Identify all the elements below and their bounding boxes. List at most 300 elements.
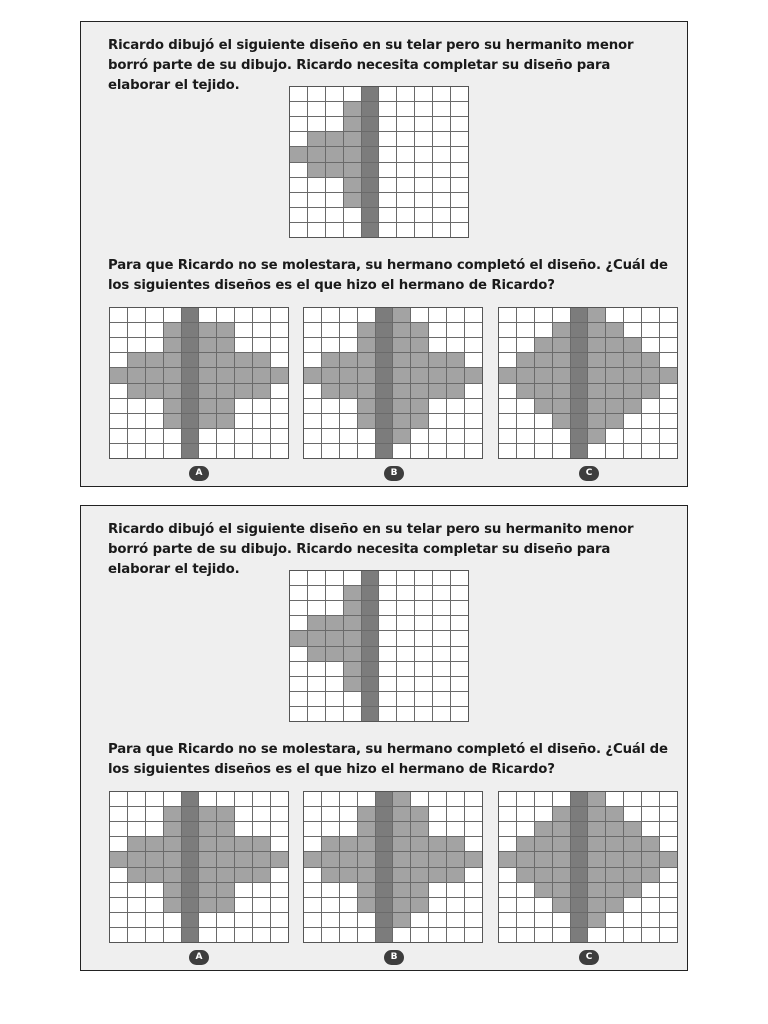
empty-cell <box>326 208 343 222</box>
empty-cell <box>379 586 396 600</box>
filled-cell <box>517 368 534 382</box>
empty-cell <box>253 399 270 413</box>
empty-cell <box>397 616 414 630</box>
empty-cell <box>182 928 199 942</box>
empty-cell <box>128 323 145 337</box>
empty-cell <box>326 571 343 585</box>
filled-cell <box>344 631 361 645</box>
empty-cell <box>535 807 552 821</box>
empty-cell <box>304 429 321 443</box>
empty-cell <box>429 444 446 458</box>
empty-cell <box>397 677 414 691</box>
empty-cell <box>642 913 659 927</box>
empty-cell <box>571 444 588 458</box>
empty-cell <box>110 898 127 912</box>
empty-cell <box>397 707 414 721</box>
empty-cell <box>451 662 468 676</box>
empty-cell <box>624 308 641 322</box>
filled-cell <box>253 837 270 851</box>
empty-cell <box>517 928 534 942</box>
filled-cell <box>322 837 339 851</box>
empty-cell <box>642 338 659 352</box>
option-a-grid[interactable] <box>109 307 289 459</box>
empty-cell <box>110 414 127 428</box>
filled-cell <box>340 852 357 866</box>
empty-cell <box>128 414 145 428</box>
empty-cell <box>199 444 216 458</box>
filled-cell <box>553 414 570 428</box>
empty-cell <box>499 353 516 367</box>
empty-cell <box>146 399 163 413</box>
filled-cell <box>393 338 410 352</box>
empty-cell <box>624 414 641 428</box>
empty-cell <box>517 414 534 428</box>
empty-cell <box>253 898 270 912</box>
filled-cell <box>362 208 379 222</box>
filled-cell <box>146 353 163 367</box>
empty-cell <box>379 616 396 630</box>
empty-cell <box>322 913 339 927</box>
filled-cell <box>393 323 410 337</box>
empty-cell <box>465 837 482 851</box>
empty-cell <box>447 399 464 413</box>
filled-cell <box>362 163 379 177</box>
empty-cell <box>465 822 482 836</box>
empty-cell <box>199 913 216 927</box>
empty-cell <box>326 586 343 600</box>
empty-cell <box>642 444 659 458</box>
filled-cell <box>376 368 393 382</box>
filled-cell <box>326 132 343 146</box>
filled-cell <box>217 868 234 882</box>
empty-cell <box>128 308 145 322</box>
filled-cell <box>358 384 375 398</box>
empty-cell <box>379 117 396 131</box>
empty-cell <box>499 444 516 458</box>
filled-cell <box>535 399 552 413</box>
empty-cell <box>128 399 145 413</box>
empty-cell <box>535 429 552 443</box>
empty-cell <box>447 338 464 352</box>
filled-cell <box>642 852 659 866</box>
filled-cell <box>642 353 659 367</box>
empty-cell <box>429 883 446 897</box>
empty-cell <box>553 444 570 458</box>
filled-cell <box>376 429 393 443</box>
empty-cell <box>304 883 321 897</box>
incomplete-design-grid <box>289 570 469 722</box>
filled-cell <box>571 323 588 337</box>
empty-cell <box>322 414 339 428</box>
filled-cell <box>164 807 181 821</box>
filled-cell <box>624 353 641 367</box>
empty-cell <box>642 399 659 413</box>
empty-cell <box>322 928 339 942</box>
empty-cell <box>397 117 414 131</box>
filled-cell <box>624 852 641 866</box>
empty-cell <box>340 323 357 337</box>
filled-cell <box>253 852 270 866</box>
empty-cell <box>146 323 163 337</box>
empty-cell <box>235 913 252 927</box>
empty-cell <box>553 928 570 942</box>
empty-cell <box>465 323 482 337</box>
empty-cell <box>290 178 307 192</box>
empty-cell <box>415 132 432 146</box>
option-b-badge[interactable]: B <box>384 950 404 965</box>
filled-cell <box>199 883 216 897</box>
empty-cell <box>451 102 468 116</box>
empty-cell <box>411 444 428 458</box>
filled-cell <box>322 868 339 882</box>
empty-cell <box>397 102 414 116</box>
empty-cell <box>433 87 450 101</box>
filled-cell <box>376 868 393 882</box>
empty-cell <box>110 822 127 836</box>
empty-cell <box>429 822 446 836</box>
empty-cell <box>415 147 432 161</box>
empty-cell <box>451 208 468 222</box>
empty-cell <box>447 308 464 322</box>
filled-cell <box>217 323 234 337</box>
option-b-grid[interactable] <box>303 791 483 943</box>
empty-cell <box>379 102 396 116</box>
filled-cell <box>128 368 145 382</box>
empty-cell <box>517 429 534 443</box>
empty-cell <box>433 586 450 600</box>
empty-cell <box>429 323 446 337</box>
filled-cell <box>535 868 552 882</box>
filled-cell <box>344 586 361 600</box>
empty-cell <box>322 399 339 413</box>
filled-cell <box>376 414 393 428</box>
empty-cell <box>451 178 468 192</box>
filled-cell <box>358 399 375 413</box>
filled-cell <box>362 601 379 615</box>
option-a-badge[interactable]: A <box>189 950 209 965</box>
filled-cell <box>517 868 534 882</box>
filled-cell <box>606 323 623 337</box>
empty-cell <box>379 208 396 222</box>
empty-cell <box>660 868 677 882</box>
filled-cell <box>199 868 216 882</box>
empty-cell <box>344 692 361 706</box>
filled-cell <box>606 898 623 912</box>
option-a-grid[interactable] <box>109 791 289 943</box>
empty-cell <box>379 571 396 585</box>
empty-cell <box>397 662 414 676</box>
empty-cell <box>429 399 446 413</box>
filled-cell <box>362 692 379 706</box>
filled-cell <box>217 807 234 821</box>
empty-cell <box>642 898 659 912</box>
filled-cell <box>199 837 216 851</box>
filled-cell <box>340 353 357 367</box>
empty-cell <box>660 792 677 806</box>
filled-cell <box>606 353 623 367</box>
empty-cell <box>433 631 450 645</box>
empty-cell <box>290 586 307 600</box>
filled-cell <box>344 601 361 615</box>
empty-cell <box>624 898 641 912</box>
empty-cell <box>110 323 127 337</box>
filled-cell <box>553 807 570 821</box>
empty-cell <box>451 601 468 615</box>
empty-cell <box>411 913 428 927</box>
empty-cell <box>304 928 321 942</box>
empty-cell <box>217 928 234 942</box>
empty-cell <box>182 792 199 806</box>
filled-cell <box>362 631 379 645</box>
option-c-grid[interactable] <box>498 307 678 459</box>
empty-cell <box>642 429 659 443</box>
empty-cell <box>433 132 450 146</box>
filled-cell <box>553 837 570 851</box>
empty-cell <box>660 837 677 851</box>
empty-cell <box>517 883 534 897</box>
empty-cell <box>415 662 432 676</box>
empty-cell <box>146 429 163 443</box>
empty-cell <box>379 193 396 207</box>
empty-cell <box>397 132 414 146</box>
empty-cell <box>415 102 432 116</box>
filled-cell <box>411 353 428 367</box>
empty-cell <box>290 662 307 676</box>
empty-cell <box>624 792 641 806</box>
empty-cell <box>415 601 432 615</box>
filled-cell <box>624 868 641 882</box>
empty-cell <box>535 323 552 337</box>
empty-cell <box>433 707 450 721</box>
filled-cell <box>606 414 623 428</box>
filled-cell <box>182 822 199 836</box>
empty-cell <box>465 913 482 927</box>
filled-cell <box>182 807 199 821</box>
filled-cell <box>110 368 127 382</box>
empty-cell <box>393 928 410 942</box>
filled-cell <box>660 368 677 382</box>
filled-cell <box>606 868 623 882</box>
empty-cell <box>308 208 325 222</box>
filled-cell <box>624 399 641 413</box>
empty-cell <box>499 323 516 337</box>
empty-cell <box>499 792 516 806</box>
filled-cell <box>588 353 605 367</box>
empty-cell <box>397 178 414 192</box>
empty-cell <box>433 102 450 116</box>
filled-cell <box>217 414 234 428</box>
empty-cell <box>253 323 270 337</box>
empty-cell <box>290 616 307 630</box>
empty-cell <box>128 928 145 942</box>
empty-cell <box>128 338 145 352</box>
empty-cell <box>660 913 677 927</box>
filled-cell <box>553 822 570 836</box>
filled-cell <box>571 837 588 851</box>
empty-cell <box>322 898 339 912</box>
filled-cell <box>235 368 252 382</box>
incomplete-design-grid <box>289 86 469 238</box>
filled-cell <box>217 384 234 398</box>
empty-cell <box>235 444 252 458</box>
empty-cell <box>340 883 357 897</box>
empty-cell <box>415 692 432 706</box>
empty-cell <box>199 792 216 806</box>
empty-cell <box>447 822 464 836</box>
filled-cell <box>253 353 270 367</box>
empty-cell <box>182 429 199 443</box>
filled-cell <box>164 868 181 882</box>
empty-cell <box>110 338 127 352</box>
empty-cell <box>290 647 307 661</box>
empty-cell <box>110 399 127 413</box>
empty-cell <box>465 429 482 443</box>
empty-cell <box>322 822 339 836</box>
filled-cell <box>642 368 659 382</box>
empty-cell <box>290 132 307 146</box>
filled-cell <box>642 384 659 398</box>
filled-cell <box>411 338 428 352</box>
empty-cell <box>415 223 432 237</box>
filled-cell <box>465 852 482 866</box>
filled-cell <box>571 913 588 927</box>
empty-cell <box>411 308 428 322</box>
empty-cell <box>340 338 357 352</box>
empty-cell <box>304 338 321 352</box>
filled-cell <box>110 852 127 866</box>
filled-cell <box>308 616 325 630</box>
empty-cell <box>304 308 321 322</box>
filled-cell <box>362 193 379 207</box>
filled-cell <box>535 852 552 866</box>
empty-cell <box>499 837 516 851</box>
empty-cell <box>217 792 234 806</box>
filled-cell <box>553 898 570 912</box>
question-card-1 <box>80 21 688 487</box>
filled-cell <box>326 631 343 645</box>
empty-cell <box>517 807 534 821</box>
filled-cell <box>217 822 234 836</box>
option-c-badge[interactable]: C <box>579 950 599 965</box>
filled-cell <box>344 163 361 177</box>
empty-cell <box>447 323 464 337</box>
empty-cell <box>553 792 570 806</box>
option-b-badge[interactable]: B <box>384 466 404 481</box>
empty-cell <box>253 338 270 352</box>
filled-cell <box>290 631 307 645</box>
empty-cell <box>271 444 288 458</box>
empty-cell <box>146 913 163 927</box>
filled-cell <box>199 852 216 866</box>
empty-cell <box>182 913 199 927</box>
empty-cell <box>397 147 414 161</box>
option-c-grid[interactable] <box>498 791 678 943</box>
filled-cell <box>182 837 199 851</box>
empty-cell <box>217 429 234 443</box>
filled-cell <box>358 368 375 382</box>
empty-cell <box>253 792 270 806</box>
empty-cell <box>110 444 127 458</box>
filled-cell <box>429 353 446 367</box>
filled-cell <box>517 384 534 398</box>
empty-cell <box>376 444 393 458</box>
empty-cell <box>322 323 339 337</box>
empty-cell <box>415 586 432 600</box>
empty-cell <box>411 928 428 942</box>
empty-cell <box>128 822 145 836</box>
empty-cell <box>110 883 127 897</box>
filled-cell <box>429 384 446 398</box>
filled-cell <box>376 399 393 413</box>
filled-cell <box>376 384 393 398</box>
empty-cell <box>535 414 552 428</box>
empty-cell <box>235 928 252 942</box>
filled-cell <box>362 87 379 101</box>
filled-cell <box>588 807 605 821</box>
empty-cell <box>271 868 288 882</box>
empty-cell <box>164 928 181 942</box>
filled-cell <box>393 353 410 367</box>
empty-cell <box>344 208 361 222</box>
empty-cell <box>376 928 393 942</box>
option-a-badge[interactable]: A <box>189 466 209 481</box>
filled-cell <box>199 807 216 821</box>
filled-cell <box>624 338 641 352</box>
empty-cell <box>379 692 396 706</box>
filled-cell <box>588 868 605 882</box>
filled-cell <box>447 384 464 398</box>
empty-cell <box>304 807 321 821</box>
empty-cell <box>415 163 432 177</box>
filled-cell <box>517 852 534 866</box>
filled-cell <box>290 147 307 161</box>
filled-cell <box>340 868 357 882</box>
empty-cell <box>322 308 339 322</box>
option-c-badge[interactable]: C <box>579 466 599 481</box>
empty-cell <box>340 444 357 458</box>
filled-cell <box>429 368 446 382</box>
filled-cell <box>344 178 361 192</box>
empty-cell <box>271 353 288 367</box>
filled-cell <box>344 117 361 131</box>
filled-cell <box>553 384 570 398</box>
empty-cell <box>326 662 343 676</box>
filled-cell <box>393 368 410 382</box>
empty-cell <box>433 616 450 630</box>
filled-cell <box>235 868 252 882</box>
filled-cell <box>553 338 570 352</box>
filled-cell <box>393 913 410 927</box>
filled-cell <box>393 414 410 428</box>
filled-cell <box>182 868 199 882</box>
filled-cell <box>606 822 623 836</box>
filled-cell <box>642 837 659 851</box>
filled-cell <box>535 353 552 367</box>
empty-cell <box>308 707 325 721</box>
empty-cell <box>499 429 516 443</box>
filled-cell <box>164 898 181 912</box>
empty-cell <box>411 429 428 443</box>
filled-cell <box>146 384 163 398</box>
filled-cell <box>164 822 181 836</box>
filled-cell <box>588 883 605 897</box>
empty-cell <box>340 928 357 942</box>
filled-cell <box>376 852 393 866</box>
empty-cell <box>308 692 325 706</box>
empty-cell <box>433 601 450 615</box>
option-b-grid[interactable] <box>303 307 483 459</box>
empty-cell <box>304 444 321 458</box>
